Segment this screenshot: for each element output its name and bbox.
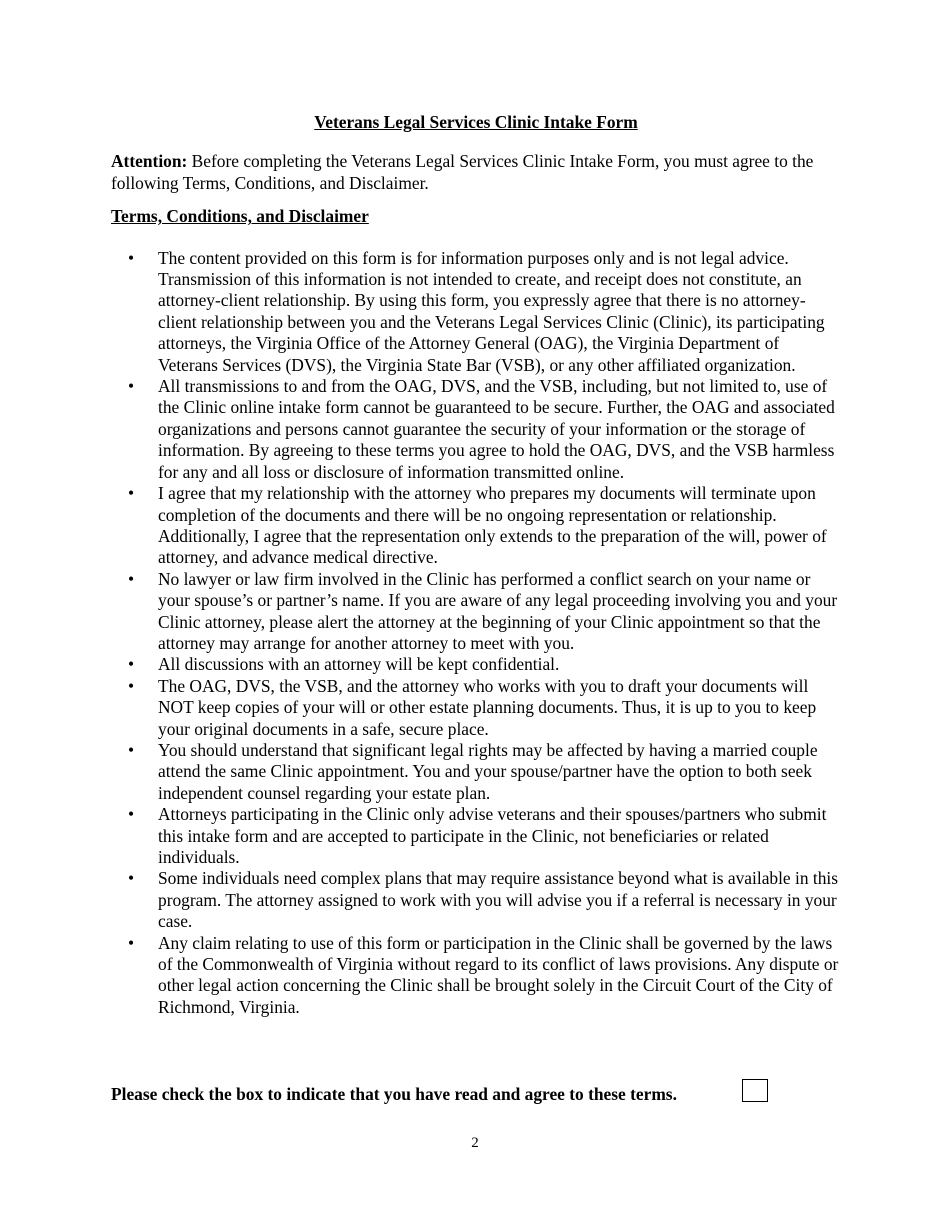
terms-heading: Terms, Conditions, and Disclaimer — [111, 206, 369, 227]
bullet-icon: • — [128, 868, 135, 889]
term-text: You should understand that significant legal rights may be affected by having a married couple attend the same Clinic appointment. You and your spouse/partner have the option to both seek independent counsel regarding your estate plan. — [158, 739, 818, 803]
term-item — [111, 933, 841, 1019]
term-item — [111, 740, 841, 804]
term-text: The content provided on this form is for information purposes only and is not legal advice. Transmission of this information is not intended to create, and receipt does not constitute, an attorney-client relationship. By using this form, you expressly agree that there is no attorney-client relationship between you and the Veterans Legal Services Clinic (Clinic), its participating attorneys, the Virginia Office of the Attorney General (OAG), the Virginia Department of Veterans Services (DVS), the Virginia State Bar (VSB), or any other affiliated organization. — [158, 247, 825, 375]
agree-row — [111, 1079, 841, 1105]
attention-text: Before completing the Veterans Legal Services Clinic Intake Form, you must agree to the following Terms, Conditions, and Disclaimer. — [111, 151, 814, 193]
form-title: Veterans Legal Services Clinic Intake Form — [314, 112, 638, 132]
form-page — [111, 112, 841, 1018]
term-item — [111, 676, 841, 740]
attention-label: Attention: — [111, 151, 188, 172]
bullet-icon: • — [128, 675, 135, 696]
term-item — [111, 868, 841, 932]
bullet-icon: • — [128, 932, 135, 953]
term-text: Some individuals need complex plans that may require assistance beyond what is available in this program. The attorney assigned to work with you will advise you if a referral is necessary in your case. — [158, 868, 839, 932]
bullet-icon: • — [128, 654, 135, 675]
attention-paragraph — [111, 151, 841, 194]
bullet-icon: • — [128, 804, 135, 825]
term-text: All transmissions to and from the OAG, DVS, and the VSB, including, but not limited to, use of the Clinic online intake form cannot be guaranteed to be secure. Further, the OAG and associated organizations and persons cannot guarantee the security of your information or the storage of information. By agreeing to these terms you agree to hold the OAG, DVS, and the VSB harmless for any and all loss or disclosure of information transmitted online. — [158, 376, 835, 482]
term-text: The OAG, DVS, the VSB, and the attorney who works with you to draft your documents will NOT keep copies of your will or other estate planning documents. Thus, it is up to you to keep your original documents in a safe, secure place. — [158, 675, 817, 739]
page-number: 2 — [471, 1135, 479, 1151]
term-text: Any claim relating to use of this form or participation in the Clinic shall be governed by the laws of the Commonwealth of Virginia without regard to its conflict of laws provisions. Any dispute or other legal action concerning the Clinic shall be brought solely in the Circuit Court of the City of Richmond, Virginia. — [158, 932, 839, 1017]
bullet-icon: • — [128, 376, 135, 397]
terms-list — [111, 248, 841, 1019]
agree-prompt: Please check the box to indicate that you have read and agree to these terms. — [111, 1084, 677, 1104]
term-item — [111, 654, 841, 675]
term-item — [111, 569, 841, 655]
term-item — [111, 483, 841, 569]
agree-checkbox[interactable] — [742, 1079, 768, 1102]
bullet-icon: • — [128, 483, 135, 504]
bullet-icon: • — [128, 568, 135, 589]
bullet-icon: • — [128, 247, 135, 268]
term-text: I agree that my relationship with the attorney who prepares my documents will terminate upon completion of the documents and there will be no ongoing representation or relationship. Additionally, I agree that the representation only extends to the preparation of the will, power of attorney, and advance medical directive. — [158, 483, 827, 568]
term-item — [111, 804, 841, 868]
term-text: Attorneys participating in the Clinic only advise veterans and their spouses/partners who submit this intake form and are accepted to participate in the Clinic, not beneficiaries or related individuals. — [158, 804, 827, 867]
term-text: No lawyer or law firm involved in the Clinic has performed a conflict search on your name or your spouse’s or partner’s name. If you are aware of any legal proceeding involving you and your Clinic attorney, please alert the attorney at the beginning of your Clinic appointment so that the attorney may arrange for another attorney to meet with you. — [158, 568, 838, 653]
term-text: All discussions with an attorney will be kept confidential. — [158, 654, 560, 675]
term-item — [111, 376, 841, 483]
term-item — [111, 248, 841, 376]
bullet-icon: • — [128, 739, 135, 760]
